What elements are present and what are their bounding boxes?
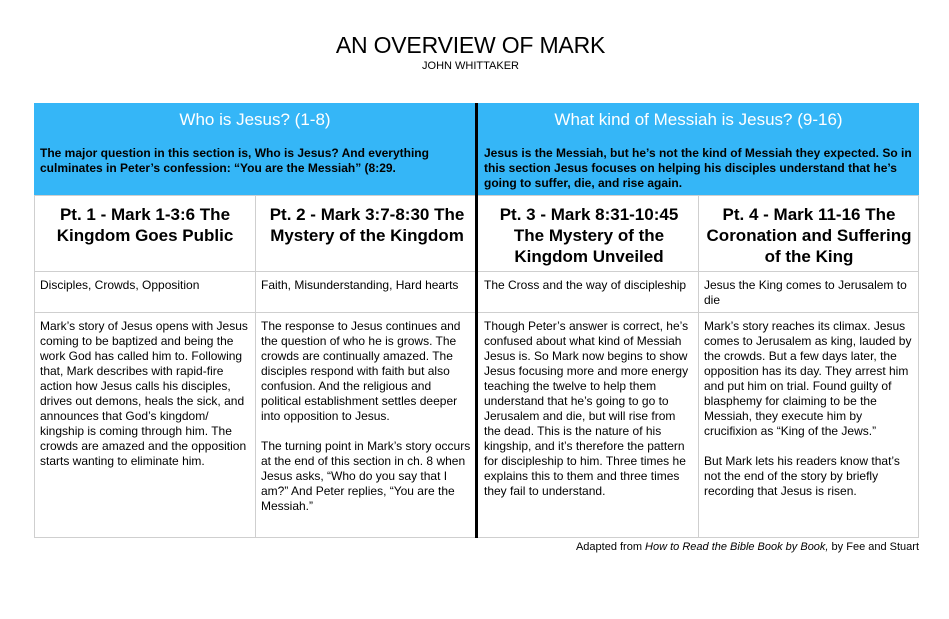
part-2-theme: Faith, Misunderstanding, Hard hearts	[261, 278, 459, 292]
part-3-description	[484, 319, 694, 499]
part-4-description	[704, 319, 914, 499]
part-1-heading: Pt. 1 - Mark 1-3:6 The Kingdom Goes Public	[56, 205, 234, 245]
part-2-description	[261, 319, 473, 514]
description-paragraph: But Mark lets his readers know that’s not the end of the story by briefly recording that Jesus is risen.	[704, 454, 900, 498]
section-divider	[475, 103, 478, 538]
section-heading: Who is Jesus? (1-8)	[179, 110, 331, 129]
table-divider	[698, 195, 699, 538]
part-3-theme: The Cross and the way of discipleship	[484, 278, 687, 292]
table-divider	[34, 195, 35, 538]
description-paragraph: The turning point in Mark’s story occurs at the end of this section in ch. 8 when Jesus asks, “Who do you say that I am?” And Peter replies, “You are the Messiah.”	[261, 439, 471, 513]
credit-prefix: Adapted from	[575, 541, 646, 553]
part-2-heading: Pt. 2 - Mark 3:7-8:30 The Mystery of the Kingdom	[269, 205, 465, 245]
description-paragraph: The response to Jesus continues and the question of who he is grows. The crowds are continually amazed. The disciples respond with faith but also confusion. And the religious and political establishment settles deeper into opposition to Jesus.	[261, 319, 461, 423]
section-summary: The major question in this section is, Who is Jesus? And everything culminates in Peter’s confession: “You are the Messiah” (8:29.	[40, 146, 429, 175]
part-3-heading: Pt. 3 - Mark 8:31-10:45 The Mystery of the Kingdom Unveiled	[499, 205, 679, 266]
part-4-heading: Pt. 4 - Mark 11-16 The Coronation and Suffering of the King	[706, 205, 912, 266]
section-who-is-jesus	[34, 103, 476, 195]
section-heading: What kind of Messiah is Jesus? (9-16)	[554, 110, 843, 129]
description-paragraph: Though Peter’s answer is correct, he’s confused about what kind of Messiah Jesus is. So Mark now begins to show Jesus focusing more and more energy teaching the twelve to help them understand that he’s going to go to Jerusalem and die, but will rise from the dead. This is the nature of his kingship, and it’s therefore the pattern for discipleship to him. Three times he explains this to them and three times they fail to understand.	[484, 319, 689, 498]
part-1-theme: Disciples, Crowds, Opposition	[40, 278, 200, 292]
credit-suffix: by Fee and Stuart	[828, 541, 919, 553]
description-paragraph: Mark’s story reaches its climax. Jesus comes to Jerusalem as king, lauded by the crowds. But a few days later, the opposition has its day. They arrest him and put him on trial. Found guilty of blasphemy for claiming to be the Messiah, they execute him by crucifixion as “King of the Jews.”	[704, 319, 912, 438]
table-divider	[255, 195, 256, 538]
part-4-theme: Jesus the King comes to Jerusalem to die	[704, 278, 907, 307]
author-name: JOHN WHITTAKER	[422, 60, 519, 72]
section-what-kind-of-messiah	[478, 103, 919, 195]
table-divider	[918, 195, 919, 538]
source-credit	[576, 541, 919, 554]
page-title: AN OVERVIEW OF MARK	[335, 32, 606, 58]
book-title: How to Read the Bible Book by Book,	[645, 541, 829, 553]
description-paragraph: Mark’s story of Jesus opens with Jesus coming to be baptized and being the work God has called him to. Following that, Mark describes with rapid-fire action how Jesus calls his disciples, drives out demons, heals the sick, and announces that God’s kingdom/ kingship is coming through him. The crowds are amazed and the opposition starts wanting to eliminate him.	[40, 319, 248, 468]
section-summary: Jesus is the Messiah, but he’s not the kind of Messiah they expected. So in this section Jesus focuses on helping his disciples understand that he’s going to suffer, die, and rise again.	[484, 146, 912, 190]
part-1-description	[40, 319, 252, 469]
